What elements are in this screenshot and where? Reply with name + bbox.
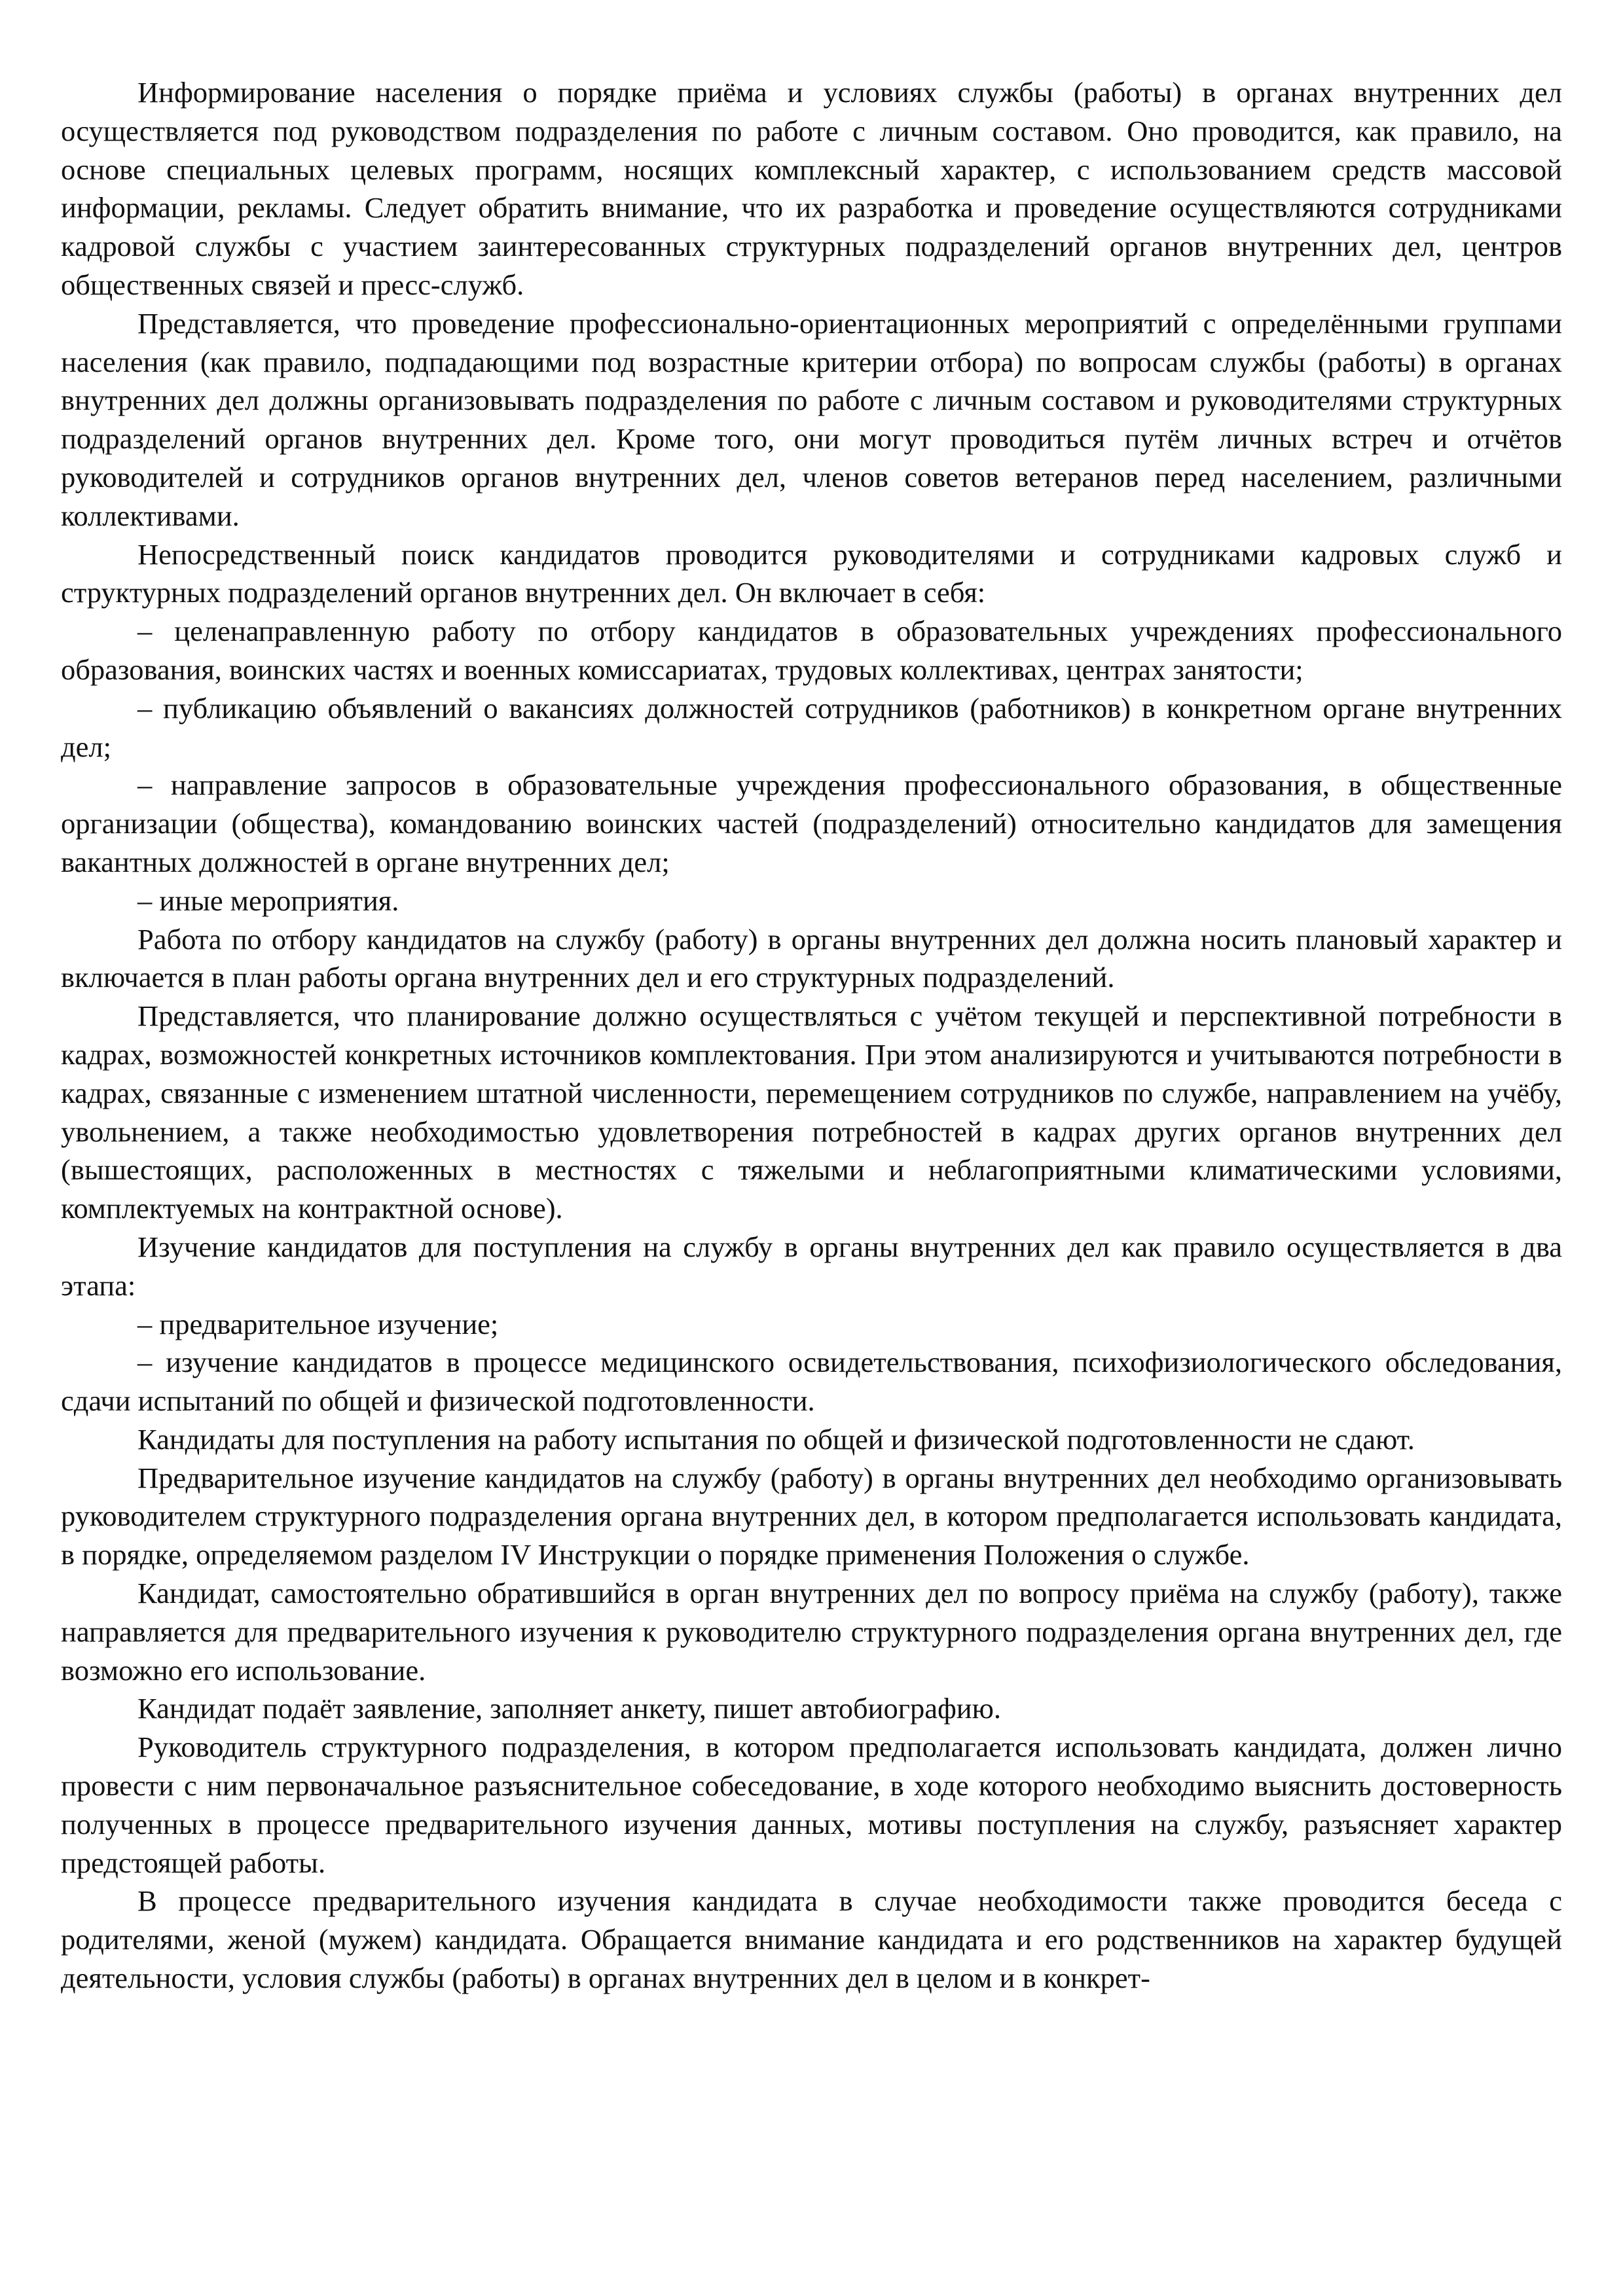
paragraph: Руководитель структурного подразделения, в котором предполагается использовать кандидата, должен лично провести с ним первоначальное разъяснительное собеседование, в ходе которого необходимо выяснить достоверность полученных в процессе предварительного изучения данных, мотивы поступления на службу, разъясняет характер предстоящей работы. bbox=[61, 1731, 1562, 1879]
paragraph: Кандидат подаёт заявление, заполняет анкету, пишет автобиографию. bbox=[137, 1692, 1001, 1725]
paragraph: Представляется, что планирование должно осуществляться с учётом текущей и перспективной потребности в кадрах, возможностей конкретных источников комплектования. При этом анализируются и учитываются потребности в кадрах, связанные с изменением штатной численности, перемещением сотрудников по службе, направлением на учёбу, увольнением, а также необходимостью удовлетворения потребностей в кадрах других органов внутренних дел (вышестоящих, расположенных в местностях с тяжелыми и неблагоприятными климатическими условиями, комплектуемых на контрактной основе). bbox=[61, 999, 1562, 1225]
list-item: – публикацию объявлений о вакансиях должностей сотрудников (работников) в конкретном органе внутренних дел; bbox=[61, 691, 1562, 763]
paragraph: Изучение кандидатов для поступления на службу в органы внутренних дел как правило осуществляется в два этапа: bbox=[61, 1230, 1562, 1302]
paragraph: Информирование населения о порядке приёма и условиях службы (работы) в органах внутренних дел осуществляется под руководством подразделения по работе с личным составом. Оно проводится, как правило, на основе специальных целевых программ, носящих комплексный характер, с использованием средств массовой информации, рекламы. Следует обратить внимание, что их разработка и проведение осуществляются сотрудниками кадровой службы с участием заинтересованных структурных подразделений органов внутренних дел, центров общественных связей и пресс-служб. bbox=[61, 76, 1562, 301]
paragraph: Предварительное изучение кандидатов на службу (работу) в органы внутренних дел необходимо организовывать руководителем структурного подразделения органа внутренних дел, в котором предполагается использовать кандидата, в порядке, определяемом разделом IV Инструкции о порядке применения Положения о службе. bbox=[61, 1461, 1562, 1571]
paragraph: Представляется, что проведение профессионально-ориентационных мероприятий с определёнными группами населения (как правило, подпадающими под возрастные критерии отбора) по вопросам службы (работы) в органах внутренних дел должны организовывать подразделения по работе с личным составом и руководителями структурных подразделений органов внутренних дел. Кроме того, они могут проводиться путём личных встреч и отчётов руководителей и сотрудников органов внутренних дел, членов советов ветеранов перед населением, различными коллективами. bbox=[61, 306, 1562, 532]
list-item: – направление запросов в образовательные учреждения профессионального образования, в общественные организации (общества), командованию воинских частей (подразделений) относительно кандидатов для замещения вакантных должностей в органе внутренних дел; bbox=[61, 768, 1562, 878]
list-item: – предварительное изучение; bbox=[137, 1307, 499, 1340]
body-text bbox=[61, 73, 1562, 1998]
paragraph: Кандидат, самостоятельно обратившийся в орган внутренних дел по вопросу приёма на службу (работу), также направляется для предварительного изучения к руководителю структурного подразделения органа внутренних дел, где возможно его использование. bbox=[61, 1577, 1562, 1687]
list-item: – изучение кандидатов в процессе медицинского освидетельствования, психофизиологического обследования, сдачи испытаний по общей и физической подготовленности. bbox=[61, 1346, 1562, 1418]
list-item: – иные мероприятия. bbox=[137, 884, 399, 917]
list-item: – целенаправленную работу по отбору кандидатов в образовательных учреждениях профессионального образования, воинских частях и военных комиссариатах, трудовых коллективах, центрах занятости; bbox=[61, 615, 1562, 686]
paragraph: Работа по отбору кандидатов на службу (работу) в органы внутренних дел должна носить плановый характер и включается в план работы органа внутренних дел и его структурных подразделений. bbox=[61, 922, 1562, 994]
paragraph: Кандидаты для поступления на работу испытания по общей и физической подготовленности не сдают. bbox=[137, 1422, 1415, 1456]
paragraph: В процессе предварительного изучения кандидата в случае необходимости также проводится беседа с родителями, женой (мужем) кандидата. Обращается внимание кандидата и его родственников на характер будущей деятельности, условия службы (работы) в органах внутренних дел в целом и в конкрет- bbox=[61, 1884, 1562, 1995]
paragraph: Непосредственный поиск кандидатов проводится руководителями и сотрудниками кадровых служб и структурных подразделений органов внутренних дел. Он включает в себя: bbox=[61, 537, 1562, 609]
